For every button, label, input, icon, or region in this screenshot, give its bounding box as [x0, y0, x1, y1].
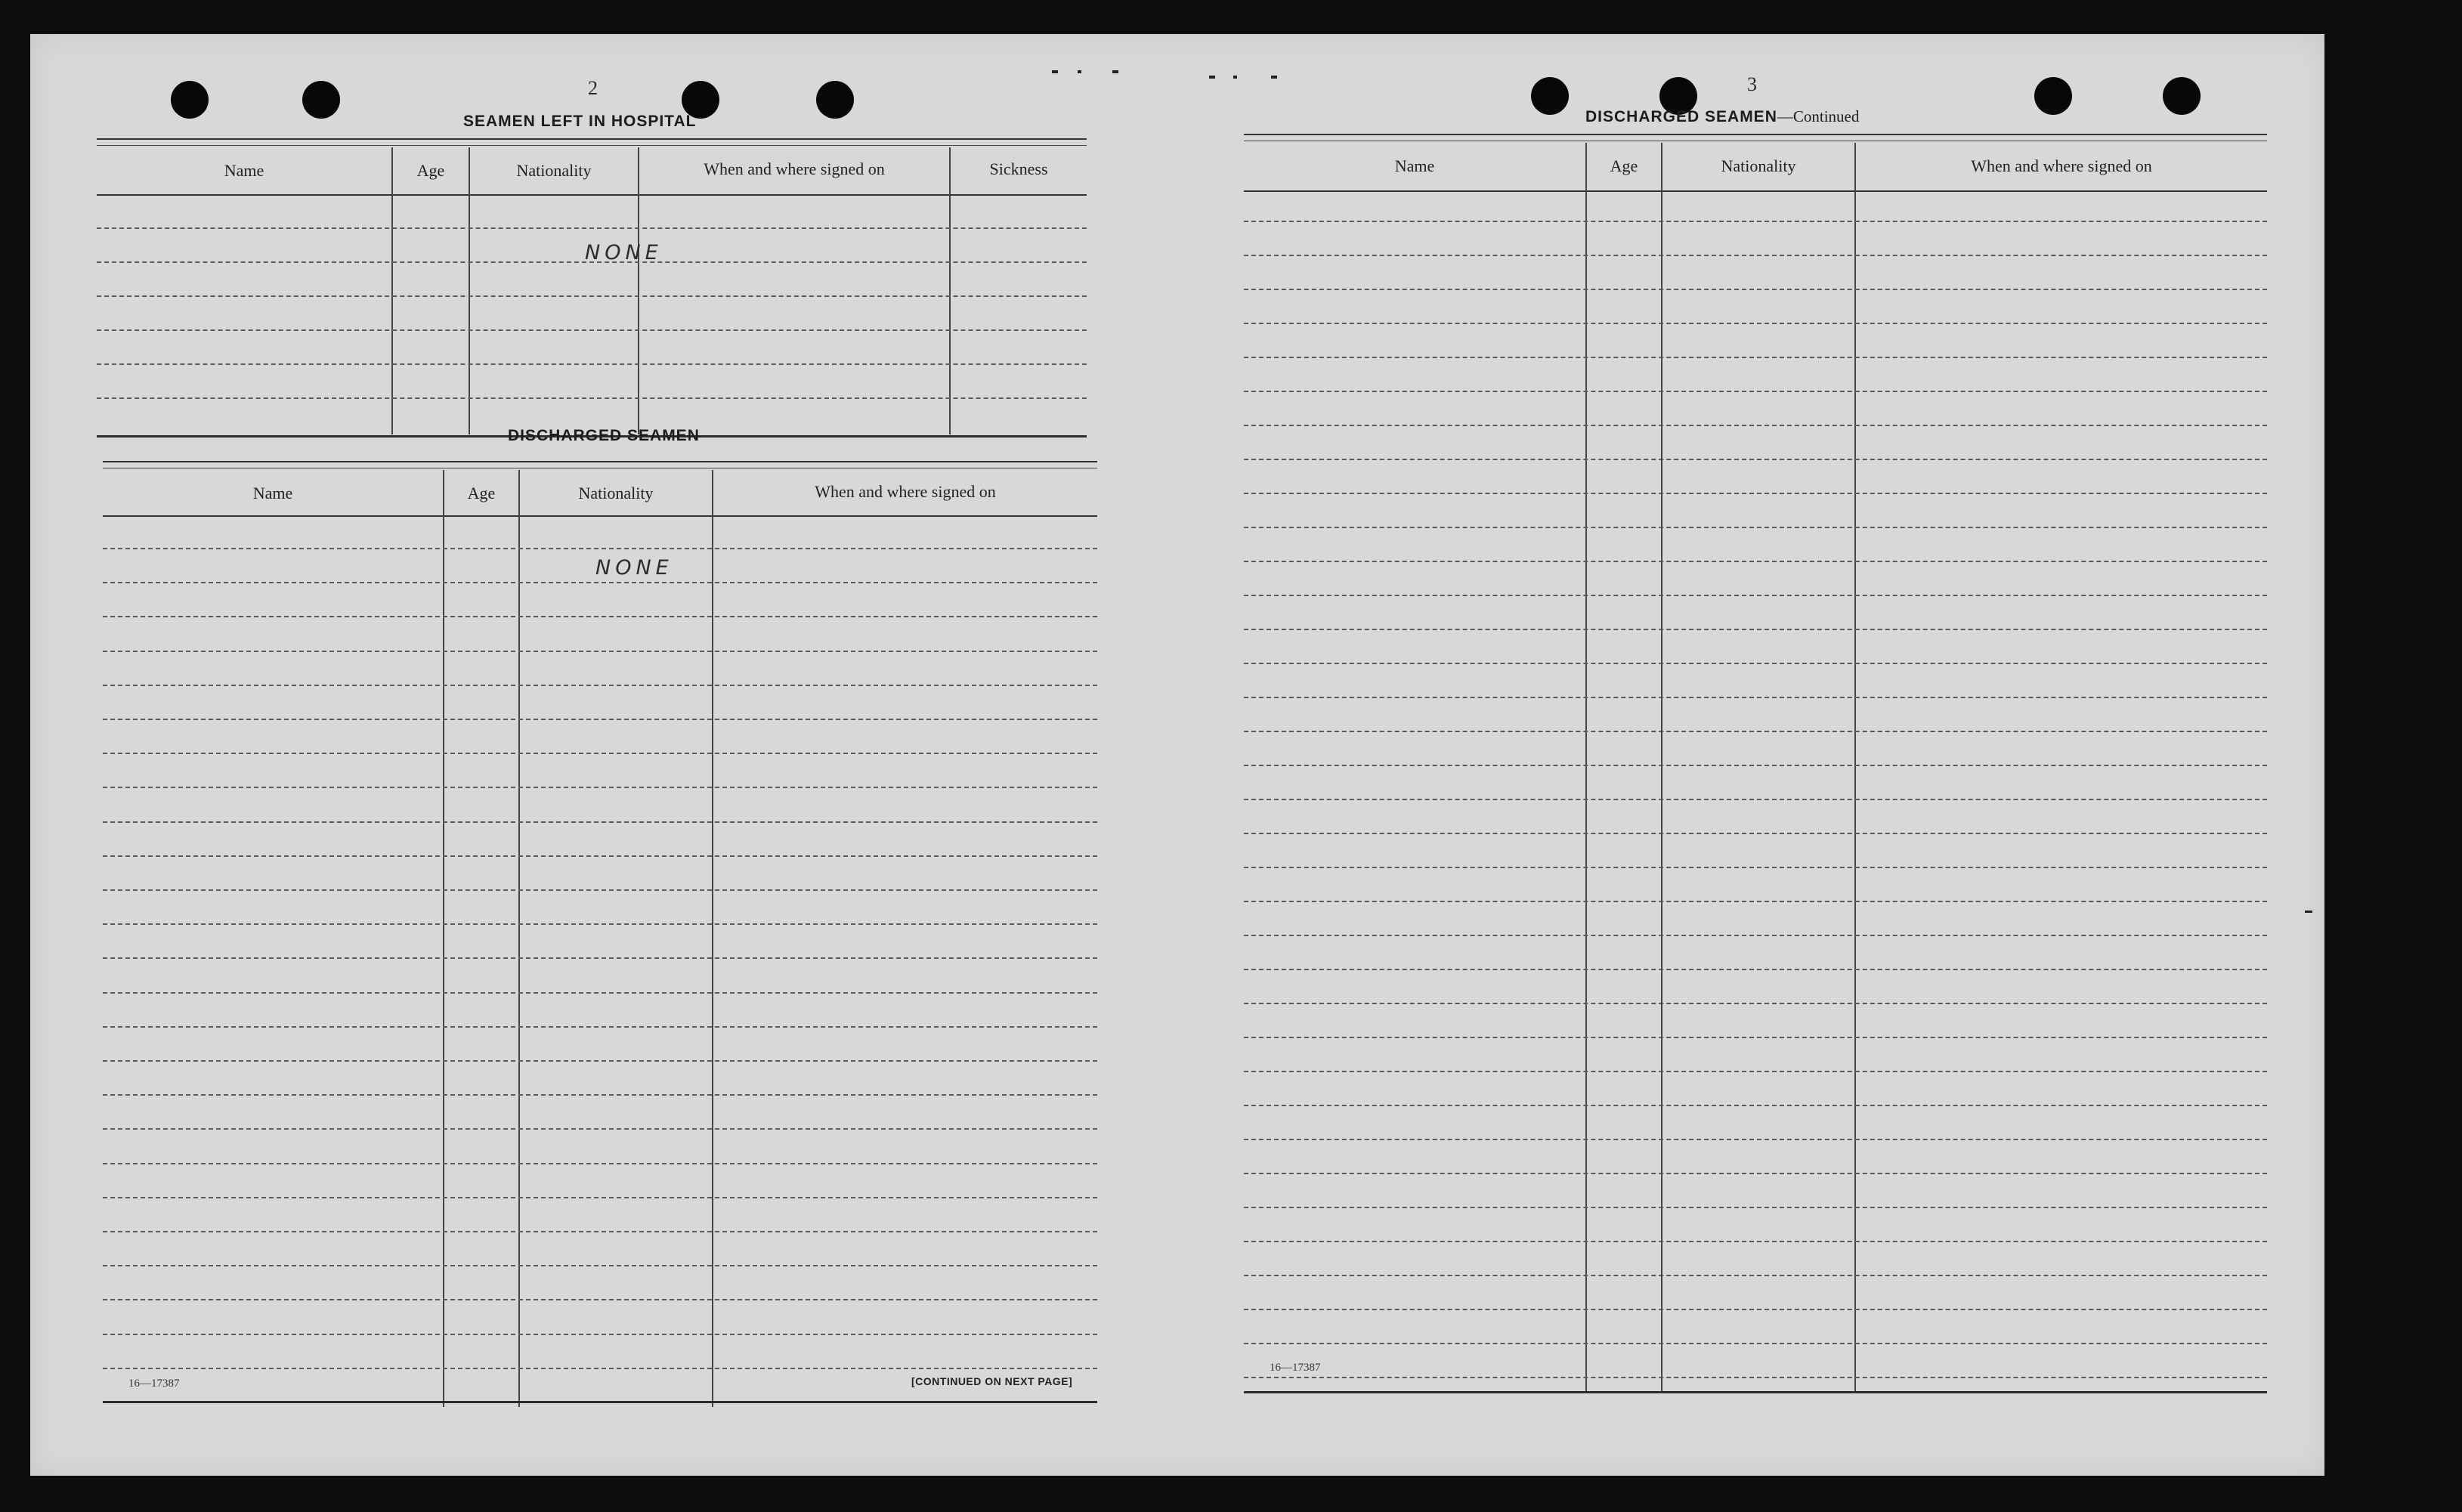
form-number: 16—17387: [1270, 1362, 1321, 1374]
ledger-row-line: [1244, 731, 2267, 732]
speck: [1209, 76, 1215, 79]
speck: [1078, 70, 1081, 73]
ledger-row-line: [1244, 1071, 2267, 1072]
ledger-row-line: [103, 1265, 1097, 1266]
ledger-row-line: [1244, 1037, 2267, 1038]
handwritten-entry: NONE: [595, 556, 673, 580]
ledger-row-line: [1244, 1377, 2267, 1378]
double-rule: [103, 461, 1097, 468]
column-header: Age: [1610, 156, 1638, 175]
column-divider: [469, 147, 470, 434]
column-header: Name: [224, 161, 264, 180]
punch-hole: [816, 81, 854, 119]
double-rule: [1244, 134, 2267, 141]
column-divider: [1854, 143, 1856, 1393]
punch-hole: [302, 81, 340, 119]
continued-section-title: [1585, 107, 1859, 126]
ledger-row-line: [1244, 1343, 2267, 1344]
page-number: 3: [1747, 73, 1758, 95]
ledger-row-line: [1244, 1207, 2267, 1208]
column-divider: [949, 147, 951, 434]
ledger-row-line: [97, 227, 1087, 229]
ledger-row-line: [1244, 1105, 2267, 1106]
ledger-row-line: [1244, 595, 2267, 596]
ledger-row-line: [1244, 1173, 2267, 1174]
column-header: When and where signed on: [1971, 156, 2152, 175]
punch-hole: [2163, 77, 2201, 115]
ledger-row-line: [97, 329, 1087, 331]
ledger-row-line: [103, 1163, 1097, 1164]
ledger-row-line: [1244, 663, 2267, 664]
table-header: [1244, 143, 2267, 192]
ledger-row-line: [103, 1231, 1097, 1232]
ledger-row-line: [1244, 255, 2267, 256]
ledger-row-line: [103, 1026, 1097, 1028]
ledger-row-line: [103, 889, 1097, 891]
ledger-row-line: [103, 548, 1097, 549]
speck: [1233, 76, 1237, 79]
column-header: Name: [1394, 156, 1435, 175]
speck: [2305, 911, 2312, 913]
ledger-row-line: [103, 1299, 1097, 1300]
page-number: 2: [588, 77, 598, 99]
table-bottom-rule: [103, 1401, 1097, 1403]
table-header: [97, 147, 1087, 196]
ledger-row-line: [103, 821, 1097, 823]
speck: [1052, 70, 1058, 73]
column-header: When and where signed on: [704, 159, 885, 178]
ledger-row-line: [103, 957, 1097, 959]
ledger-row-line: [97, 397, 1087, 399]
ledger-row-line: [1244, 357, 2267, 358]
ledger-row-line: [1244, 323, 2267, 324]
ledger-row-line: [1244, 289, 2267, 290]
punch-hole: [2034, 77, 2072, 115]
discharged-section-title: DISCHARGED SEAMEN: [508, 427, 700, 444]
column-divider: [1661, 143, 1662, 1393]
ledger-row-line: [103, 855, 1097, 857]
table-bottom-rule: [1244, 1391, 2267, 1393]
ledger-row-line: [1244, 901, 2267, 902]
handwritten-entry: NONE: [585, 241, 663, 264]
column-header: Age: [416, 161, 445, 180]
column-header: Name: [252, 484, 293, 502]
column-divider: [1585, 143, 1587, 1393]
ledger-row-line: [1244, 221, 2267, 222]
ledger-row-line: [1244, 1139, 2267, 1140]
ledger-row-line: [1244, 459, 2267, 460]
hospital-section-title: SEAMEN LEFT IN HOSPITAL: [463, 113, 697, 130]
ledger-row-line: [1244, 391, 2267, 392]
column-divider: [638, 147, 639, 434]
ledger-row-line: [1244, 425, 2267, 426]
ledger-row-line: [1244, 561, 2267, 562]
ledger-row-line: [103, 923, 1097, 925]
ledger-row-line: [1244, 1241, 2267, 1242]
form-number: 16—17387: [128, 1377, 180, 1390]
ledger-row-line: [1244, 527, 2267, 528]
ledger-row-line: [103, 616, 1097, 617]
ledger-row-line: [1244, 493, 2267, 494]
ledger-row-line: [1244, 1275, 2267, 1276]
ledger-row-line: [1244, 697, 2267, 698]
ledger-row-line: [1244, 1309, 2267, 1310]
ledger-row-line: [1244, 629, 2267, 630]
ledger-row-line: [97, 363, 1087, 365]
section-title-main: DISCHARGED SEAMEN: [1585, 108, 1777, 125]
ledger-row-line: [103, 992, 1097, 994]
ledger-row-line: [1244, 765, 2267, 766]
section-title-suffix: —Continued: [1777, 107, 1860, 125]
discharged-table: [103, 461, 1097, 1409]
column-header: Sickness: [989, 159, 1048, 178]
column-divider: [391, 147, 393, 434]
ledger-row-line: [103, 719, 1097, 720]
table-header: [103, 470, 1097, 517]
double-rule: [97, 138, 1087, 146]
ledger-row-line: [103, 651, 1097, 652]
hospital-table: [97, 138, 1087, 444]
ledger-row-line: [1244, 1003, 2267, 1004]
ledger-row-line: [103, 1060, 1097, 1062]
ledger-row-line: [103, 1368, 1097, 1369]
ledger-row-line: [97, 295, 1087, 297]
continued-note: [CONTINUED ON NEXT PAGE]: [911, 1375, 1073, 1387]
ledger-row-line: [103, 787, 1097, 788]
column-header: When and where signed on: [815, 482, 996, 501]
punch-hole: [1531, 77, 1569, 115]
ledger-row-line: [1244, 833, 2267, 834]
discharged-continued-table: [1244, 134, 2267, 1397]
punch-hole: [171, 81, 209, 119]
ledger-row-line: [1244, 799, 2267, 800]
speck: [1112, 70, 1118, 73]
ledger-row-line: [103, 1094, 1097, 1096]
ledger-row-line: [1244, 935, 2267, 936]
document-sheet: [30, 34, 2324, 1476]
column-header: Nationality: [578, 484, 654, 502]
column-header: Nationality: [516, 161, 592, 180]
ledger-row-line: [1244, 969, 2267, 970]
speck: [1271, 76, 1277, 79]
ledger-row-line: [103, 685, 1097, 686]
ledger-row-line: [103, 1197, 1097, 1198]
ledger-row-line: [103, 582, 1097, 583]
ledger-row-line: [103, 753, 1097, 754]
column-header: Nationality: [1721, 156, 1796, 175]
ledger-row-line: [103, 1128, 1097, 1130]
column-header: Age: [467, 484, 496, 502]
ledger-row-line: [103, 1334, 1097, 1335]
ledger-row-line: [1244, 867, 2267, 868]
